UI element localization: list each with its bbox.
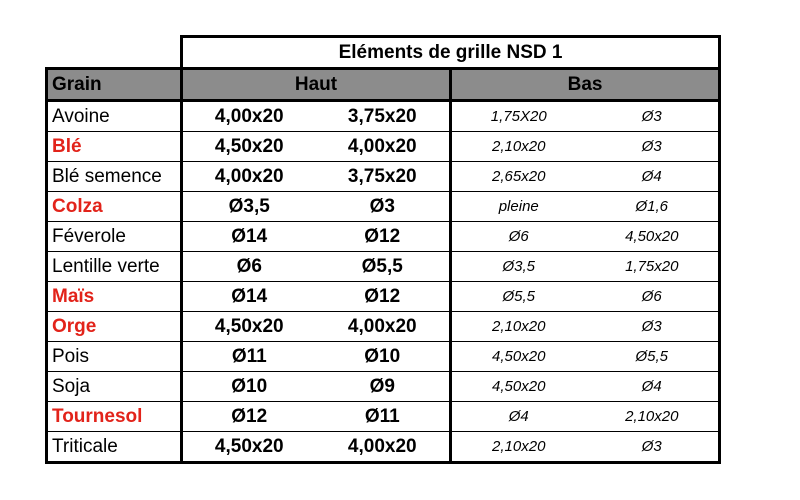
bas-value-1-cell: Ø3,5 (451, 252, 586, 282)
grain-name-cell: Maïs (47, 282, 182, 312)
bas-value-2-cell: Ø3 (586, 101, 720, 132)
haut-value-1-cell: Ø3,5 (182, 192, 316, 222)
haut-value-1-cell: Ø11 (182, 342, 316, 372)
haut-value-1-cell: Ø14 (182, 222, 316, 252)
bas-value-2-cell: Ø4 (586, 162, 720, 192)
bas-value-2-cell: 2,10x20 (586, 402, 720, 432)
haut-value-1-cell: Ø10 (182, 372, 316, 402)
grain-name-cell: Blé (47, 132, 182, 162)
bas-value-2-cell: Ø1,6 (586, 192, 720, 222)
haut-value-2-cell: Ø5,5 (316, 252, 451, 282)
haut-value-2-cell: Ø12 (316, 222, 451, 252)
haut-value-2-cell: Ø11 (316, 402, 451, 432)
header-haut: Haut (182, 69, 451, 101)
grain-name-cell: Lentille verte (47, 252, 182, 282)
bas-value-1-cell: 2,10x20 (451, 132, 586, 162)
header-grain: Grain (47, 69, 182, 101)
bas-value-2-cell: Ø4 (586, 372, 720, 402)
bas-value-2-cell: Ø3 (586, 432, 720, 463)
bas-value-2-cell: Ø3 (586, 132, 720, 162)
haut-value-1-cell: Ø6 (182, 252, 316, 282)
grid-elements-table (45, 35, 721, 464)
bas-value-1-cell: Ø6 (451, 222, 586, 252)
bas-value-1-cell: 2,10x20 (451, 312, 586, 342)
table-row (47, 101, 720, 132)
table-title: Eléments de grille NSD 1 (182, 37, 720, 69)
table-row (47, 372, 720, 402)
blank-corner-cell (47, 37, 182, 69)
bas-value-1-cell: 2,65x20 (451, 162, 586, 192)
bas-value-1-cell: pleine (451, 192, 586, 222)
haut-value-2-cell: Ø12 (316, 282, 451, 312)
haut-value-1-cell: Ø14 (182, 282, 316, 312)
haut-value-1-cell: Ø12 (182, 402, 316, 432)
grain-name-cell: Triticale (47, 432, 182, 463)
bas-value-1-cell: 2,10x20 (451, 432, 586, 463)
table-row (47, 432, 720, 463)
grain-name-cell: Orge (47, 312, 182, 342)
haut-value-1-cell: 4,50x20 (182, 132, 316, 162)
bas-value-2-cell: Ø5,5 (586, 342, 720, 372)
bas-value-2-cell: Ø3 (586, 312, 720, 342)
bas-value-1-cell: 4,50x20 (451, 342, 586, 372)
haut-value-1-cell: 4,00x20 (182, 162, 316, 192)
haut-value-2-cell: 4,00x20 (316, 432, 451, 463)
haut-value-2-cell: Ø10 (316, 342, 451, 372)
grain-name-cell: Avoine (47, 101, 182, 132)
bas-value-1-cell: Ø5,5 (451, 282, 586, 312)
bas-value-1-cell: 1,75X20 (451, 101, 586, 132)
table-row (47, 192, 720, 222)
bas-value-2-cell: 4,50x20 (586, 222, 720, 252)
grain-name-cell: Féverole (47, 222, 182, 252)
haut-value-1-cell: 4,50x20 (182, 432, 316, 463)
table-row (47, 342, 720, 372)
table-row (47, 312, 720, 342)
haut-value-2-cell: 3,75x20 (316, 162, 451, 192)
table-row (47, 282, 720, 312)
grain-name-cell: Pois (47, 342, 182, 372)
haut-value-2-cell: Ø3 (316, 192, 451, 222)
table-row (47, 222, 720, 252)
bas-value-2-cell: 1,75x20 (586, 252, 720, 282)
bas-value-2-cell: Ø6 (586, 282, 720, 312)
grain-name-cell: Colza (47, 192, 182, 222)
header-row (47, 69, 720, 101)
grain-name-cell: Soja (47, 372, 182, 402)
grain-name-cell: Blé semence (47, 162, 182, 192)
grain-name-cell: Tournesol (47, 402, 182, 432)
table-row (47, 132, 720, 162)
haut-value-2-cell: 4,00x20 (316, 132, 451, 162)
haut-value-2-cell: 3,75x20 (316, 101, 451, 132)
bas-value-1-cell: Ø4 (451, 402, 586, 432)
bas-value-1-cell: 4,50x20 (451, 372, 586, 402)
table-row (47, 252, 720, 282)
title-row (47, 37, 720, 69)
table-row (47, 402, 720, 432)
header-bas: Bas (451, 69, 720, 101)
haut-value-1-cell: 4,50x20 (182, 312, 316, 342)
haut-value-2-cell: 4,00x20 (316, 312, 451, 342)
haut-value-2-cell: Ø9 (316, 372, 451, 402)
haut-value-1-cell: 4,00x20 (182, 101, 316, 132)
table-row (47, 162, 720, 192)
